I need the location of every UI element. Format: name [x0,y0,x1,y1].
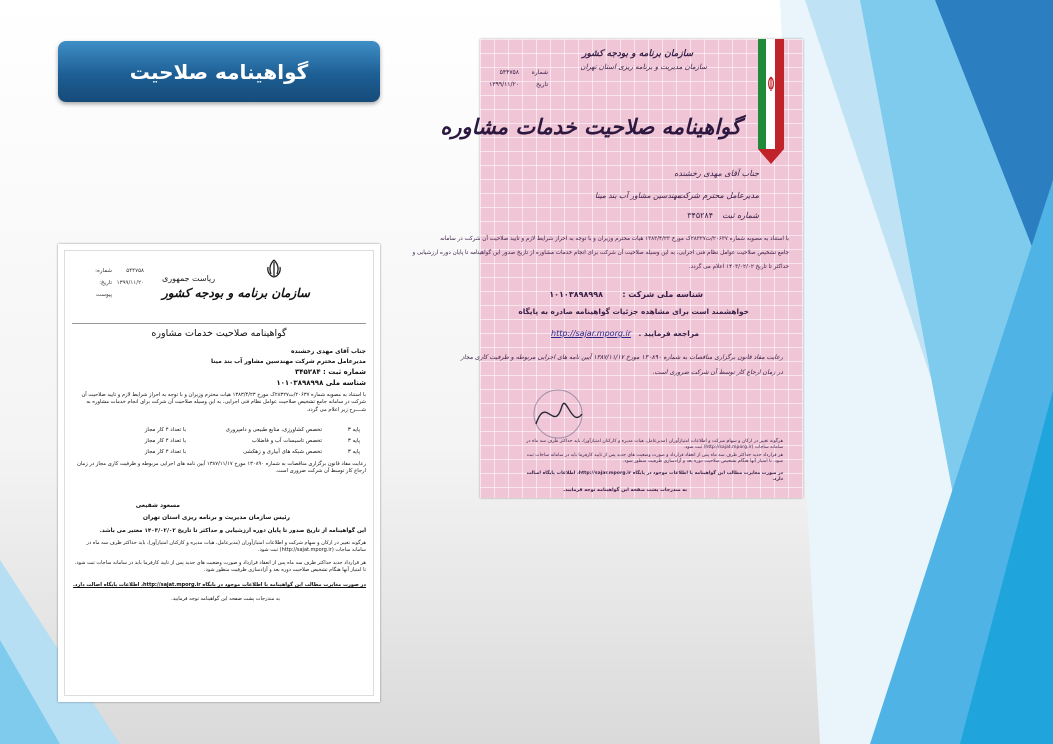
signer-title: رئیس سازمان مدیریت و برنامه ریزی استان تهران [142,514,290,521]
cert-recipient: جناب آقای مهدی رخشنده [674,169,759,178]
cert-national-id-label: شناسه ملی شرکت : [622,290,703,299]
cert-company-label: مدیرعامل محترم شرکت [677,191,759,200]
letter-date: ۱۳۹۹/۱۱/۲۰ [116,280,144,286]
certificate-letter [58,244,380,702]
specialty-row [72,449,366,459]
specialty-name: تخصص کشاورزی، منابع طبیعی و دامپروری [225,427,322,433]
cert-body-line: حداکثر تا تاریخ ۱۴۰۳/۰۲/۰۲ اعلام می گردد. [688,264,789,270]
letter-org-line1: ریاست جمهوری [162,274,216,283]
cert-number: ۵۴۴۷۵۸ [499,69,519,76]
letter-attachment-label: پیوست [95,292,112,298]
cert-compliance-line: رعایت مفاد قانون برگزاری مناقصات به شماره ۱۳۰۸۹۰ مورخ ۱۳۸۷/۱۱/۱۷ آیین نامه های اجرایی مربوطه و ظرفیت کاری مجاز [460,354,783,361]
cert-title: گواهینامه صلاحیت خدمات مشاوره [440,115,741,139]
letter-validity: این گواهینامه از تاریخ صدور تا پایان دوره ارزشیابی و حداکثر تا تاریخ ۱۴۰۳/۰۲/۰۲ معتبر می باشد. [99,528,366,534]
cert-note: هرگونه تغییر در ارکان و سهام شرکت و اطلاعات امتیازآوران (مدیرعامل، هیات مدیره و کارکنان امتیازآور)، باید حداکثر ظرف سه ماه در سامانه ساجات (http://sajat.mporg.ir) ثبت شود. [526,439,783,450]
specialty-quota: با تعداد ۴ کار مجاز [144,427,186,433]
letter-warning: در صورت مغایرت مطالب این گواهینامه با اطلاعات موجود در پایگاه http://sajat.mporg.ir، اطلاعات پایگاه اصالت دارد. [73,582,366,588]
specialty-quota: با تعداد ۴ کار مجاز [144,438,186,444]
letter-divider [72,323,366,324]
certificate-document [412,39,803,498]
letter-compliance: رعایت مفاد قانون برگزاری مناقصات به شماره ۱۳۰۸۹۰ مورخ ۱۳۸۷/۱۱/۱۷ آیین نامه های اجرایی مربوطه و ظرفیت کاری مجاز در زمان ارجاع کار توسط آن شرکت ضروری است. [77,461,366,475]
letter-reg-no: شماره ثبت : ۳۴۵۲۸۴ [294,368,366,376]
cert-note: هر قرارداد جدید حداکثر ظرف سه ماه پس از انعقاد قرارداد و صورت وضعیت های جدید پس از تایید کارفرما باید در سامانه ساجات ثبت شود. تا امتیاز آنها هنگام تشخیص صلاحیت دوره بعد و آزادسازی ظرفیت منظور شود. [526,453,783,464]
cert-footer: به مندرجات پشت صفحه این گواهینامه توجه فرمایید. [563,488,687,493]
cert-org-line1: سازمان برنامه و بودجه کشور [582,49,693,59]
specialty-grade: پایه ۳ [347,438,360,444]
cert-refer: مراجعه فرمایید . [638,329,699,338]
cert-body-line: با استناد به مصوبه شماره ۲۰۶۳۷/ت۲۸۳۲۷ک مورخ ۱۳۸۳/۴/۲۳ هیات محترم وزیران و با توجه به احراز شرایط لازم و تایید صلاحیت آن شرکت در سامانه [440,236,789,242]
signature-stamp [528,384,588,444]
specialty-quota: با تعداد ۴ کار مجاز [144,449,186,455]
iran-flag-ribbon-icon [758,39,784,164]
letter-company: مدیرعامل محترم شرکت مهندسین مشاور آب بند مینا [210,358,366,365]
cert-reg-label: شماره ثبت [722,211,759,220]
cert-request: خواهشمند است برای مشاهده جزئیات گواهینامه صادره به پایگاه [518,307,749,316]
specialty-grade: پایه ۳ [347,427,360,433]
letter-number: ۵۴۴۷۵۸ [126,268,144,274]
specialty-row [72,438,366,448]
iran-emblem-icon [264,258,284,280]
specialty-name: تخصص تاسیسات آب و فاضلاب [251,438,322,444]
slide-title: گواهینامه صلاحیت [129,59,309,84]
cert-reg-no: ۳۴۵۲۸۴ [687,211,713,220]
letter-footer: به مندرجات پشت صفحه این گواهینامه توجه فرمایید. [171,596,280,602]
cert-compliance-line: در زمان ارجاع کار توسط آن شرکت ضروری است. [652,369,783,376]
cert-number-label: شماره [531,69,548,76]
cert-company: مهندسین مشاور آب بند مینا [595,191,681,200]
letter-title: گواهینامه صلاحیت خدمات مشاوره [151,328,287,339]
slide-title-bar [58,41,380,102]
specialty-name: تخصص شبکه های آبیاری و زهکشی [243,449,322,455]
letter-number-label: شماره: [95,268,112,274]
signer-name: مسعود شفیعی [135,502,180,509]
specialty-row [72,427,366,437]
letter-note: هرگونه تغییر در ارکان و سهام شرکت و اطلاعات امتیازآوران (مدیرعامل، هیات مدیره و کارکنان امتیازآور)، باید حداکثر ظرف سه ماه در سامانه ساجات (http://sajat.mporg.ir) ثبت شود. [86,540,366,553]
cert-url-link[interactable]: http://sajar.mporg.ir [551,329,631,338]
letter-note: هر قرارداد جدید حداکثر ظرف سه ماه پس از انعقاد قرارداد و صورت وضعیت های جدید پس از تایید کارفرما باید در سامانه ساجات ثبت شود. تا امتیاز آنها هنگام تشخیص صلاحیت دوره بعد و آزادسازی ظرفیت منظور شود. [74,560,366,573]
cert-body-line: جامع تشخیص صلاحیت عوامل نظام فنی اجرایی، به این وسیله صلاحیت آن شرکت برای انجام خدمات مشاوره از تاریخ صدور این گواهینامه تا پایان دوره ارزشیابی و [412,250,789,256]
cert-org-line2: سازمان مدیریت و برنامه ریزی استان تهران [580,63,707,71]
specialty-grade: پایه ۳ [347,449,360,455]
letter-date-label: تاریخ: [99,280,112,286]
letter-recipient: جناب آقای مهدی رخشنده [290,348,366,355]
letter-org-line2: سازمان برنامه و بودجه کشور [162,286,310,300]
cert-national-id: ۱۰۱۰۳۸۹۸۹۹۸ [549,290,603,299]
cert-date: ۱۳۹۹/۱۱/۲۰ [489,81,519,88]
cert-date-label: تاریخ [536,81,548,88]
letter-body: با استناد به مصوبه شماره ۲۰۶۳۷/ت۲۸۳۲۷ک مورخ ۱۳۸۳/۴/۲۳ هیات محترم وزیران و با توجه به احراز شرایط لازم و تایید صلاحیت آن شرکت در سامانه جامع تشخیص صلاحیت عوامل نظام فنی اجرایی، به این وسیله صلاحیت آن شرکت برای انجام خدمات مشاوره به شــــرح زیر اعلام می گردد. [81,392,366,413]
letter-national-id: شناسه ملی ۱۰۱۰۳۸۹۸۹۹۸ [276,379,366,387]
cert-warning: در صورت مغایرت مطالب این گواهینامه با اطلاعات موجود در پایگاه http://sajar.mporg.ir، اطلاعات پایگاه اصالت دارد. [526,471,783,482]
